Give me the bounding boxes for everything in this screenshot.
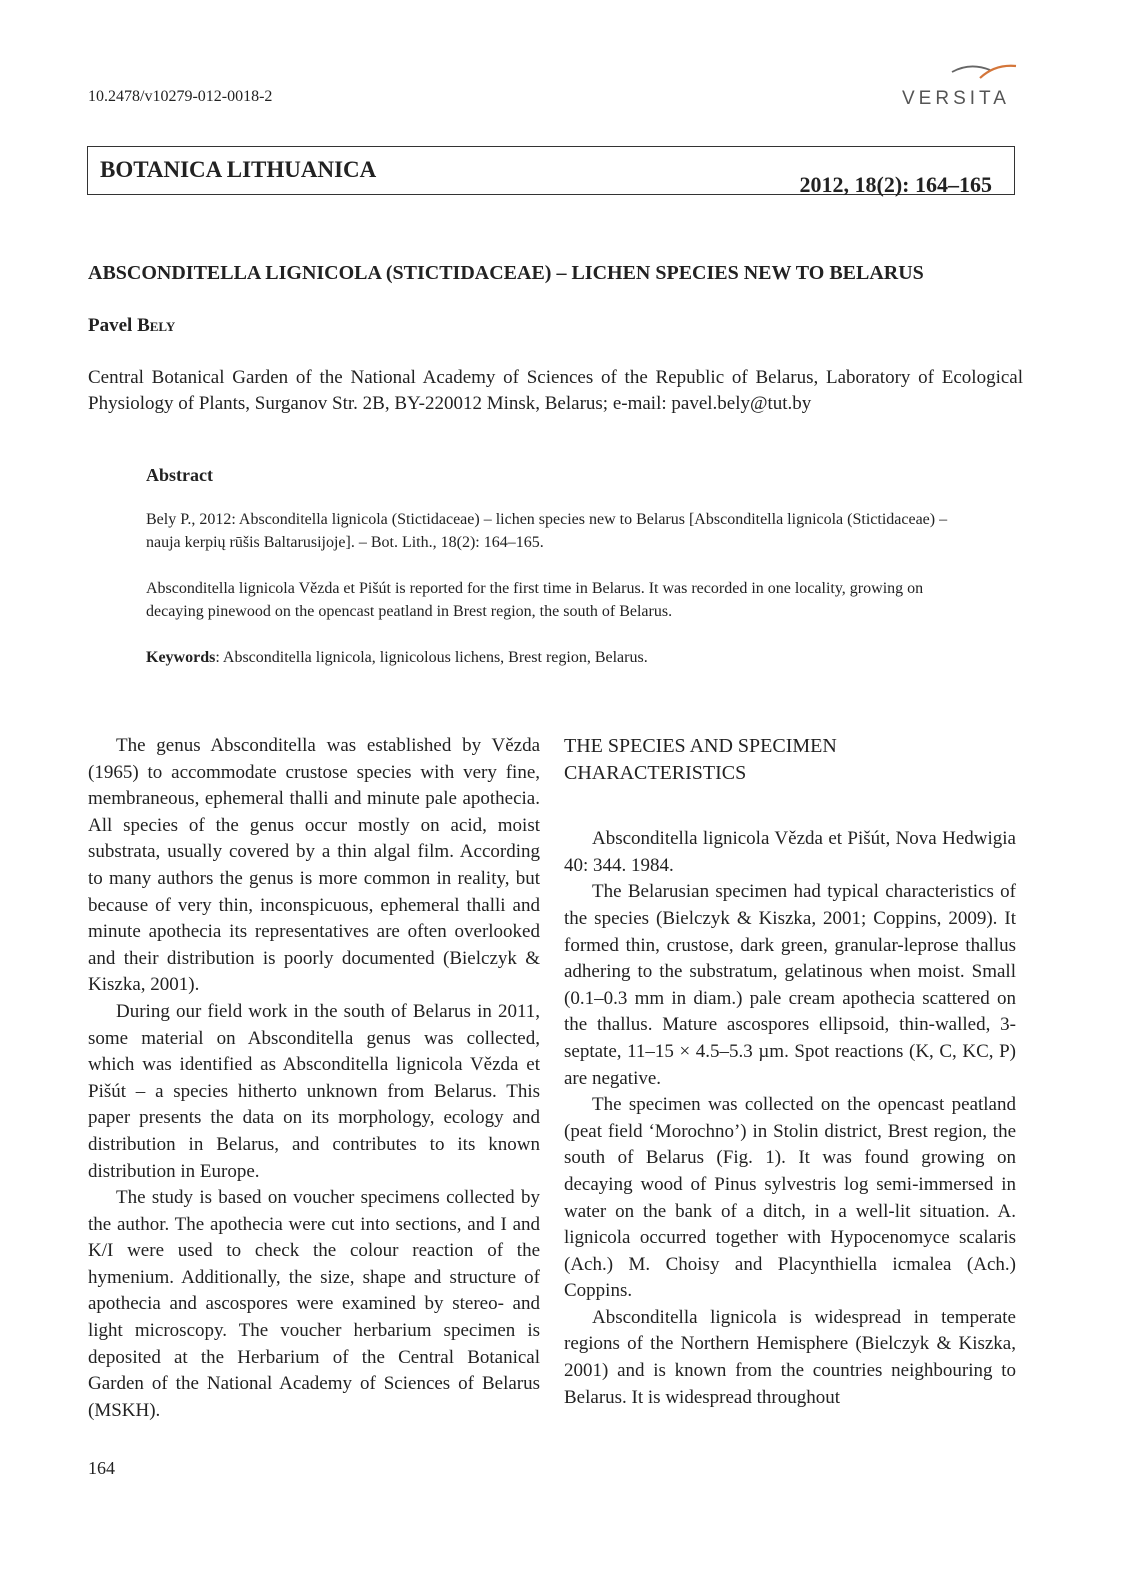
logo-text: VERSITA: [902, 88, 1010, 109]
body-paragraph: The genus Absconditella was established by Vězda (1965) to accommodate crustose species with very fine, membraneous, ephemeral thalli and minute pale apothecia. All species of the genus occur mostly on acid, moist substrata, usually covered by a thin algal film. According to many authors the genus is more common in reality, but because of very thin, inconspicuous, ephemeral thalli and minute apothecia its representatives are often overlooked and their distribution is poorly documented (Bielczyk & Kiszka, 2001).: [88, 735, 540, 996]
body-left-column: [88, 733, 540, 1424]
body-paragraph: The study is based on voucher specimens collected by the author. The apothecia were cut into sections, and I and K/I were used to check the colour reaction of the hymenium. Additionally, the size, shape and structure of apothecia and ascospores were examined by stereo- and light microscopy. The voucher herbarium specimen is deposited at the Herbarium of the Central Botanical Garden of the National Academy of Sciences of Belarus (MSKH).: [88, 1187, 540, 1421]
abstract-heading: Abstract: [146, 465, 213, 485]
affiliation: Central Botanical Garden of the National Academy of Sciences of the Republic of Belarus, Laboratory of Ecological Physiology of Plants, Surganov Str. 2B, BY-220012 Minsk, Belarus; e-mail: pavel.bely@tut.by: [88, 367, 1023, 414]
author-last-name: Bely: [137, 315, 176, 336]
author: [88, 315, 175, 337]
body-paragraph: The Belarusian specimen had typical characteristics of the species (Bielczyk & Kiszka, 2001; Coppins, 2009). It formed thin, crustose, dark green, granular-leprose thallus adhering to the substratum, gelatinous when moist. Small (0.1–0.3 mm in diam.) pale cream apothecia scattered on the thallus. Mature ascospores ellipsoid, thin-walled, 3-septate, 11–15 × 4.5–5.3 µm. Spot reactions (K, C, KC, P) are negative.: [564, 881, 1016, 1089]
journal-issue: 2012, 18(2): 164–165: [799, 172, 992, 197]
abstract-text: Absconditella lignicola Vězda et Pišút is reported for the first time in Belarus. It was recorded in one locality, growing on decaying pinewood on the opencast peatland in Brest region, the south of Belarus.: [146, 580, 924, 620]
journal-name: BOTANICA LITHUANICA: [100, 157, 377, 182]
body-paragraph: The specimen was collected on the opencast peatland (peat field ‘Morochno’) in Stolin district, Brest region, the south of Belarus (Fig. 1). It was found growing on decaying wood of Pinus sylvestris log semi-immersed in water on the bank of a ditch, in a well-lit situation. A. lignicola occurred together with Hypocenomyce scalaris (Ach.) M. Choisy and Placynthiella icmalea (Ach.) Coppins.: [564, 1094, 1016, 1302]
body-paragraph: During our field work in the south of Belarus in 2011, some material on Absconditella genus was collected, which was identified as Absconditella lignicola Vězda et Pišút – a species hitherto unknown from Belarus. This paper presents the data on its morphology, ecology and distribution in Belarus, and contributes to its known distribution in Europe.: [88, 1000, 540, 1182]
section-heading: THE SPECIES AND SPECIMEN CHARACTERISTICS: [564, 735, 837, 784]
page-number: 164: [88, 1458, 115, 1478]
body-paragraph: Absconditella lignicola Vězda et Pišút, Nova Hedwigia 40: 344. 1984.: [564, 828, 1016, 876]
author-first-name: Pavel: [88, 315, 138, 336]
body-paragraph: Absconditella lignicola is widespread in temperate regions of the Northern Hemisphere (Bielczyk & Kiszka, 2001) and is known from the countries neighbouring to Belarus. It is widespread throughout: [564, 1306, 1016, 1408]
swoosh-icon: [950, 60, 1020, 86]
article-title: ABSCONDITELLA LIGNICOLA (STICTIDACEAE) – LICHEN SPECIES NEW TO BELARUS: [88, 262, 924, 284]
publisher-logo: [900, 60, 1025, 120]
keywords: Keywords: Absconditella lignicola, lignicolous lichens, Brest region, Belarus.: [146, 649, 648, 666]
abstract-citation: Bely P., 2012: Absconditella lignicola (Stictidaceae) – lichen species new to Belarus [Absconditella lignicola (Stictidaceae) – nauja kerpių rūšis Baltarusijoje]. – Bot. Lith., 18(2): 164–165.: [146, 511, 948, 551]
keywords-label: Keywords: [146, 649, 216, 666]
journal-box: [87, 146, 1015, 195]
doi: 10.2478/v10279-012-0018-2: [88, 88, 273, 105]
keywords-list: Absconditella lignicola, lignicolous lichens, Brest region, Belarus.: [222, 649, 648, 666]
body-right-column: [564, 733, 1016, 1411]
